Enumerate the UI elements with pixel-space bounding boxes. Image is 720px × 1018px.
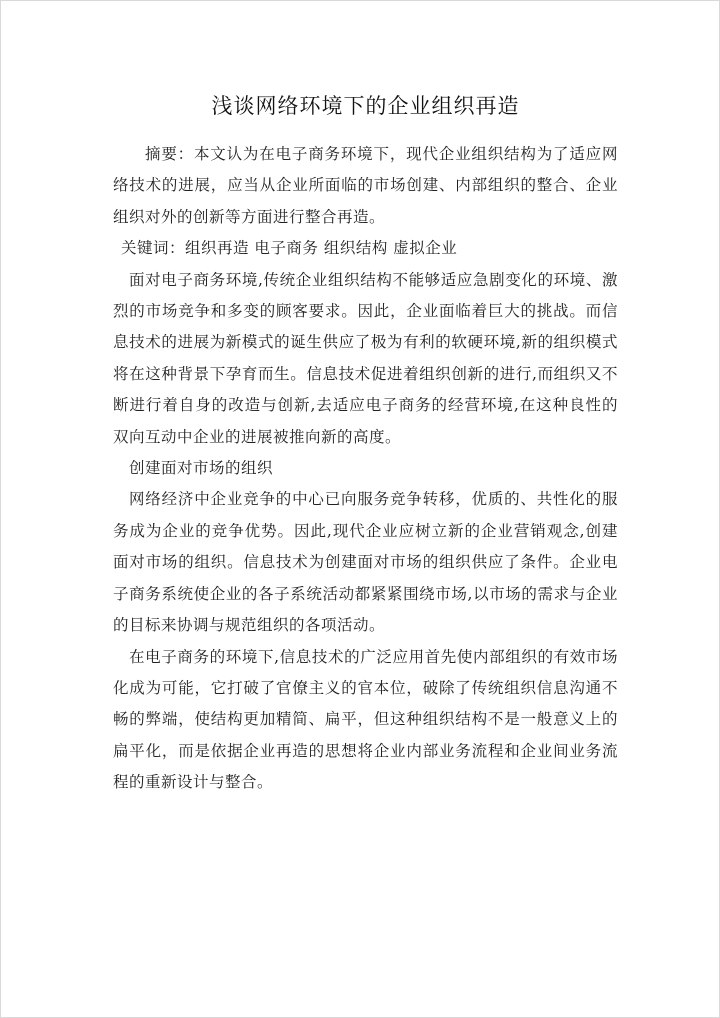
body-paragraph-3: 在电子商务的环境下,信息技术的广泛应用首先使内部组织的有效市场化成为可能，它打破了官僚主义的官本位，破除了传统组织信息沟通不畅的弊端，使结构更加精简、扁平，但这种组织结构不是一般意义上的扁平化，而是依据企业再造的思想将企业内部业务流程和企业间业务流程的重新设计与整合。 — [113, 647, 618, 792]
body-paragraph-1: 面对电子商务环境,传统企业组织结构不能够适应急剧变化的环境、激烈的市场竞争和多变的顾客要求。因此，企业面临着巨大的挑战。而信息技术的进展为新模式的诞生供应了极为有利的软硬环境,新的组织模式将在这种背景下孕育而生。信息技术促进着组织创新的进行,而组织又不断进行着自身的改造与创新,去适应电子商务的经营环境,在这种良性的双向互动中企业的进展被推向新的高度。 — [113, 270, 618, 446]
document-title: 浅谈网络环境下的企业组织再造 — [211, 94, 520, 118]
document-body — [113, 89, 618, 799]
keywords-line: 关键词：组织再造 电子商务 组织结构 虚拟企业 — [121, 239, 458, 258]
section-heading: 创建面对市场的组织 — [129, 459, 274, 478]
body-paragraph-2: 网络经济中企业竞争的中心已向服务竞争转移，优质的、共性化的服务成为企业的竞争优势。因此,现代企业应树立新的企业营销观念,创建面对市场的组织。信息技术为创建面对市场的组织供应了条件。企业电子商务系统使企业的各子系统活动都紧紧围绕市场,以市场的需求与企业的目标来协调与规范组织的各项活动。 — [113, 490, 618, 635]
abstract-paragraph: 摘要：本文认为在电子商务环境下，现代企业组织结构为了适应网络技术的进展，应当从企业所面临的市场创建、内部组织的整合、企业组织对外的创新等方面进行整合再造。 — [113, 145, 618, 226]
